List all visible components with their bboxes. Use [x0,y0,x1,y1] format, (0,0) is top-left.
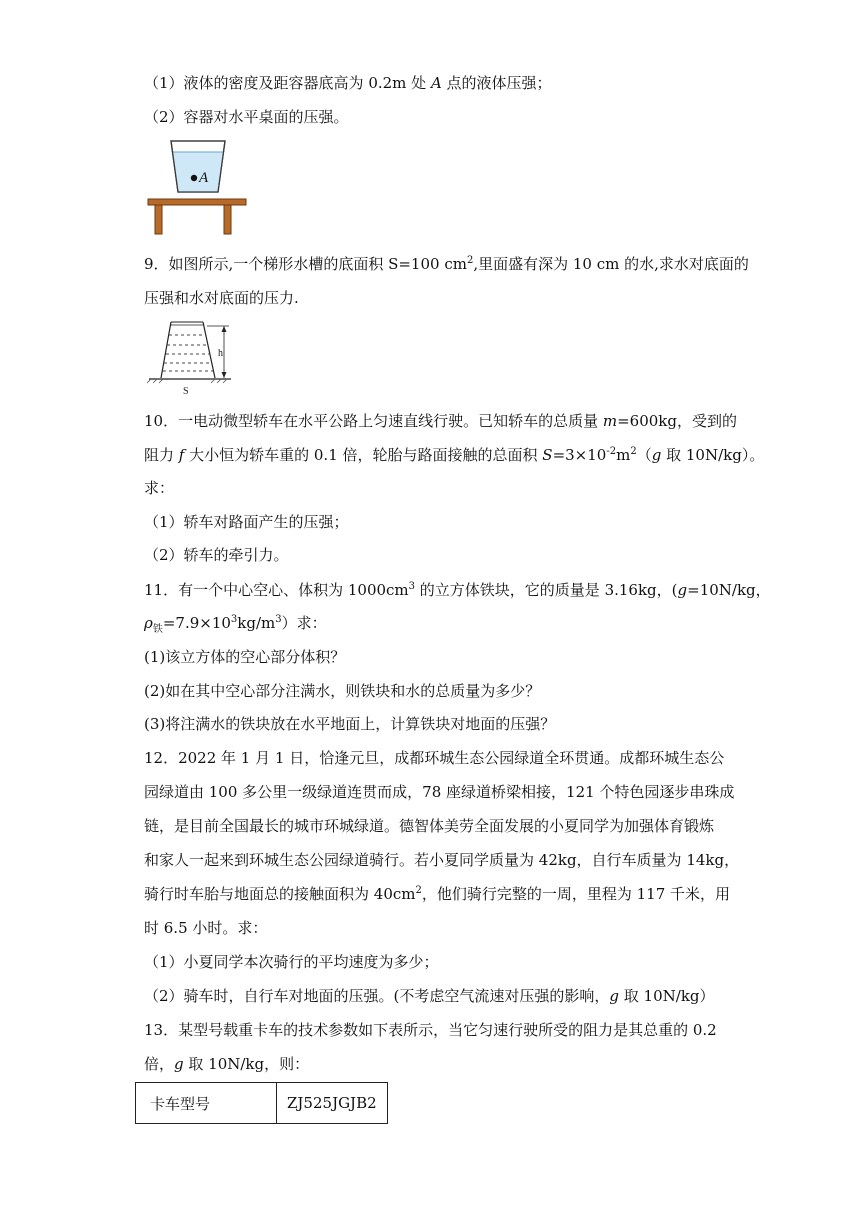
q10-line3: 求： [144,479,175,497]
q8-sub2: （2）容器对水平桌面的压强。 [144,108,349,126]
q10-line2: 阻力 f 大小恒为轿车重的 0.1 倍，轮胎与路面接触的总面积 $S=3\times 10^{-2}m^2(g$ 取 10N/kg）。 [144,446,765,464]
truck-spec-table [135,1082,388,1124]
q11-sub2: (2)如在其中空心部分注满水，则铁块和水的总质量为多少？ [144,682,541,700]
q12-line2: 园绿道由 100 多公里一级绿道连贯而成，78 座绿道桥梁相接，121 个特色园逐步串珠成 [144,783,735,801]
q11-line2: $\rho_铁=7.9\times 10^3kg/m^3$）求： [144,614,327,635]
q12-sub1: （1）小夏同学本次骑行的平均速度为多少； [144,953,439,971]
q9-line2: 压强和水对底面的压力. [144,289,299,307]
q12-line6: 时 6.5 小时。求： [144,919,268,937]
table-cell-value: ZJ525JGJB2 [277,1083,388,1124]
q11-sub3: (3)将注满水的铁块放在水平地面上，计算铁块对地面的压强？ [144,715,556,733]
table-cell-label: 卡车型号 [136,1083,277,1124]
var-A: A [430,74,442,92]
q9-line1: 9．如图所示,一个梯形水槽的底面积 S=100 $cm^2$,里面盛有深为 10 cm 的水,求水对底面的 [144,255,749,273]
q8-sub1: （1）液体的密度及距容器底高为 0.2m 处 A 点的液体压强； [144,74,552,92]
table-row [136,1083,388,1124]
q12-sub2: （2）骑车时，自行车对地面的压强。(不考虑空气流速对压强的影响，g 取 10N/kg） [144,987,715,1005]
q13-line1: 13．某型号载重卡车的技术参数如下表所示，当它匀速行驶所受的阻力是其总重的 0.2 [144,1021,717,1039]
height-label: h [218,348,223,359]
q11-sub1: (1)该立方体的空心部分体积？ [144,648,346,666]
q12-line3: 链，是目前全国最长的城市环城绿道。德智体美劳全面发展的小夏同学为加强体育锻炼 [144,817,715,835]
q12-line5: 骑行时车胎与地面总的接触面积为 $40cm^2$，他们骑行完整的一周，里程为 117 千米，用 [144,885,731,903]
q10-sub2: （2）轿车的牵引力。 [144,546,289,564]
q11-line1: 11．有一个中心空心、体积为 $1000cm^3$ 的立方体铁块，它的质量是 3.16kg，(g=10N/kg， [144,581,771,599]
container-on-table-figure [146,138,248,238]
q12-line1: 12．2022 年 1 月 1 日，恰逢元旦，成都环城生态公园绿道全环贯通。成都环城生态公 [144,749,725,767]
point-A-label: A [199,170,209,186]
q10-sub1: （1）轿车对路面产生的压强； [144,513,349,531]
q10-line1: 10．一电动微型轿车在水平公路上匀速直线行驶。已知轿车的总质量 m=600kg，受到的 [144,412,737,430]
q13-line2: 倍，g 取 10N/kg，则： [144,1055,310,1073]
trapezoid-tank-figure [145,318,235,398]
area-label: S [183,386,189,397]
q12-line4: 和家人一起来到环城生态公园绿道骑行。若小夏同学质量为 42kg，自行车质量为 14kg， [144,851,740,869]
